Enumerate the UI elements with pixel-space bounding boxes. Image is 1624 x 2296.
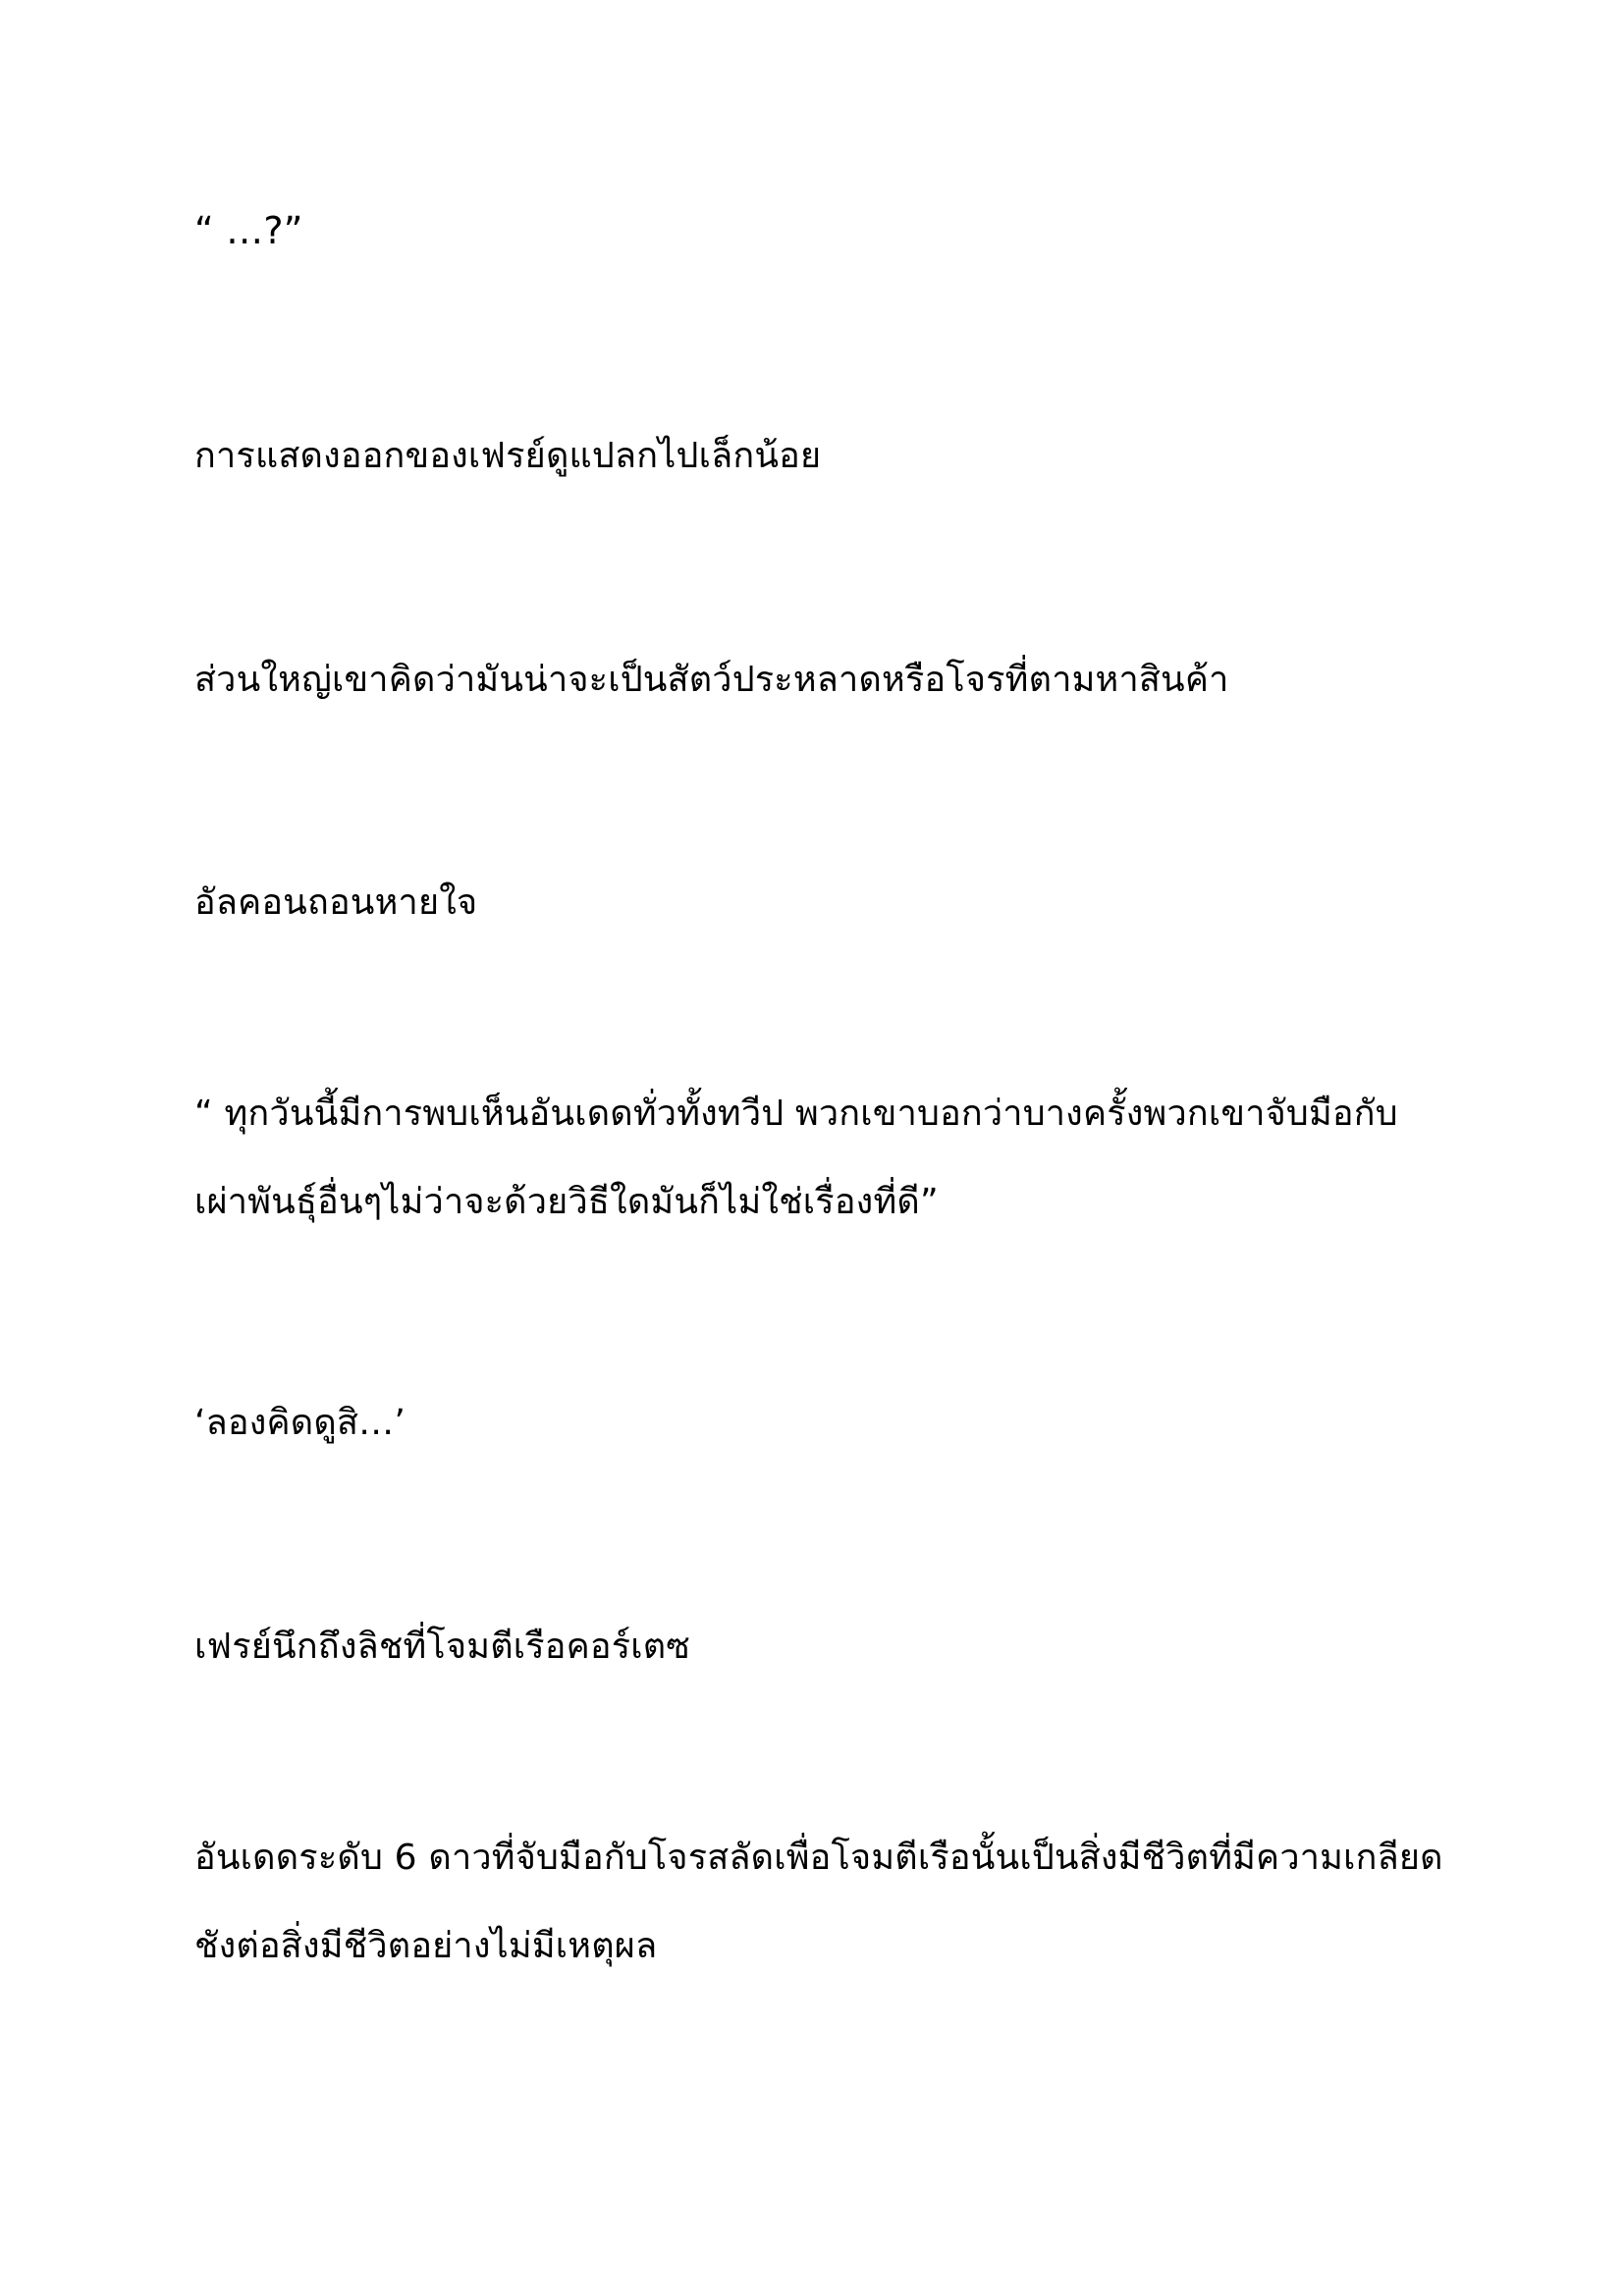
paragraph-undead-hatred: อันเดดระดับ 6 ดาวที่จับมือกับโจรสลัดเพื่อโจมตีเรือนั้นเป็นสิ่งมีชีวิตที่มีความเกลียด ชังต่อสิ่งมีชีวิตอย่างไม่มีเหตุผล [194, 1838, 1443, 1966]
paragraph-dialogue-question: “ …?” [194, 209, 303, 252]
paragraph-alcon-sigh: อัลคอนถอนหายใจ [194, 882, 478, 923]
paragraph-undead-dialogue: “ ทุกวันนี้มีการพบเห็นอันเดดทั่วทั้งทวีป พวกเขาบอกว่าบางครั้งพวกเขาจับมือกับ เผ่าพันธุ์อื่นๆไม่ว่าจะด้วยวิธีใดมันก็ไม่ใช่เรื่องที่ดี” [194, 1094, 1398, 1222]
paragraph-lich-recall: เฟรย์นึกถึงลิชที่โจมตีเรือคอร์เตซ [194, 1627, 690, 1667]
paragraph-think-about-it: ‘ลองคิดดูสิ…’ [194, 1403, 406, 1443]
paragraph-monster-or-bandit: ส่วนใหญ่เขาคิดว่ามันน่าจะเป็นสัตว์ประหลาดหรือโจรที่ตามหาสินค้า [194, 660, 1229, 700]
paragraph-frey-expression: การแสดงออกของเฟรย์ดูแปลกไปเล็กน้อย [194, 436, 822, 476]
